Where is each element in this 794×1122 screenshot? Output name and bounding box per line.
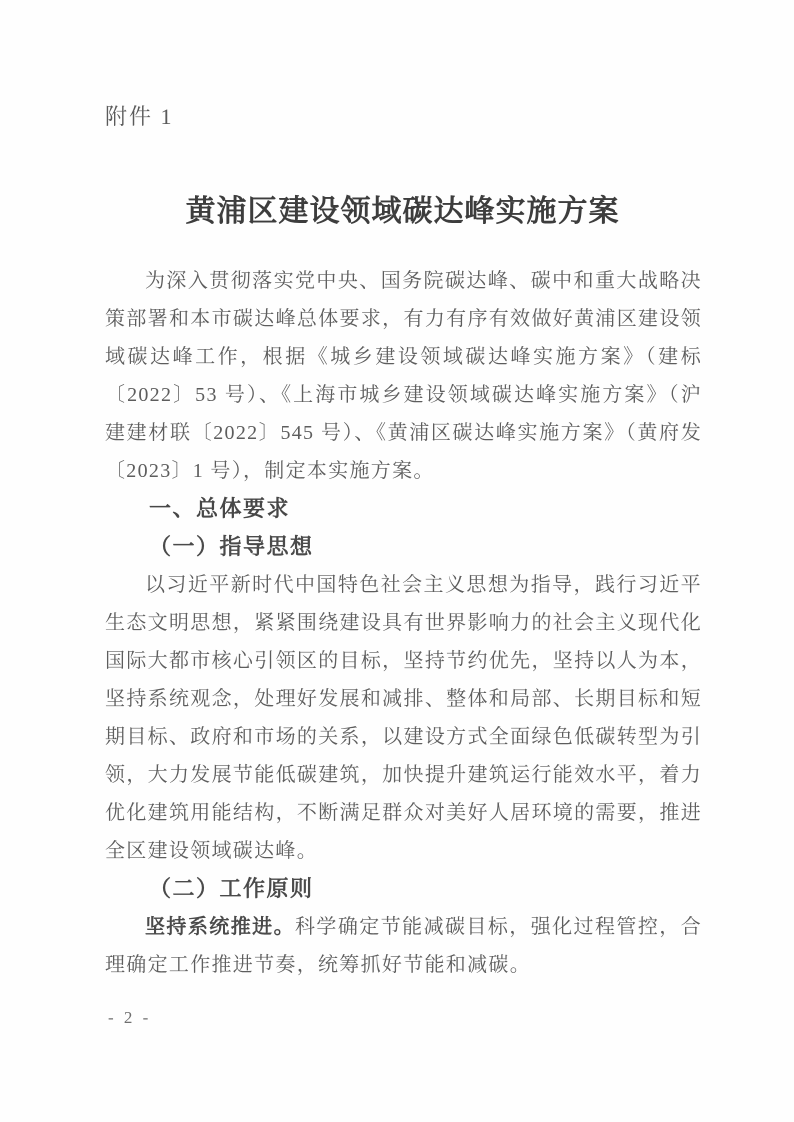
document-body — [105, 262, 702, 984]
document-title: 黄浦区建设领域碳达峰实施方案 — [185, 195, 620, 228]
guiding-thought-paragraph: 以习近平新时代中国特色社会主义思想为指导，践行习近平生态文明思想，紧紧围绕建设具有世界影响力的社会主义现代化国际大都市核心引领区的目标，坚持节约优先，坚持以人为本，坚持系统观念，处理好发展和减排、整体和局部、长期目标和短期目标、政府和市场的关系，以建设方式全面绿色低碳转型为引领，大力发展节能低碳建筑，加快提升建筑运行能效水平，着力优化建筑用能结构，不断满足群众对美好人居环境的需要，推进全区建设领域碳达峰。 — [105, 574, 702, 862]
page-number: - 2 - — [108, 1008, 152, 1027]
principle-body-text: 科学确定节能减碳目标，强化过程管控，合理确定工作推进节奏，统筹抓好节能和减碳。 — [105, 916, 702, 976]
section1-heading: 一、总体要求 — [149, 496, 291, 521]
principle-lead-text: 坚持系统推进。 — [145, 916, 295, 938]
section1-sub1-heading: （一）指导思想 — [149, 534, 314, 559]
section1-sub2-heading: （二）工作原则 — [149, 876, 314, 901]
attachment-label: 附件 1 — [105, 104, 174, 129]
intro-paragraph: 为深入贯彻落实党中央、国务院碳达峰、碳中和重大战略决策部署和本市碳达峰总体要求，有力有序有效做好黄浦区建设领域碳达峰工作，根据《城乡建设领域碳达峰实施方案》（建标〔2022〕53 号）、《上海市城乡建设领域碳达峰实施方案》（沪建建材联〔2022〕545 号）、《黄浦区碳达峰实施方案》（黄府发〔2023〕1 号），制定本实施方案。 — [105, 270, 702, 482]
principle-paragraph — [105, 908, 702, 984]
